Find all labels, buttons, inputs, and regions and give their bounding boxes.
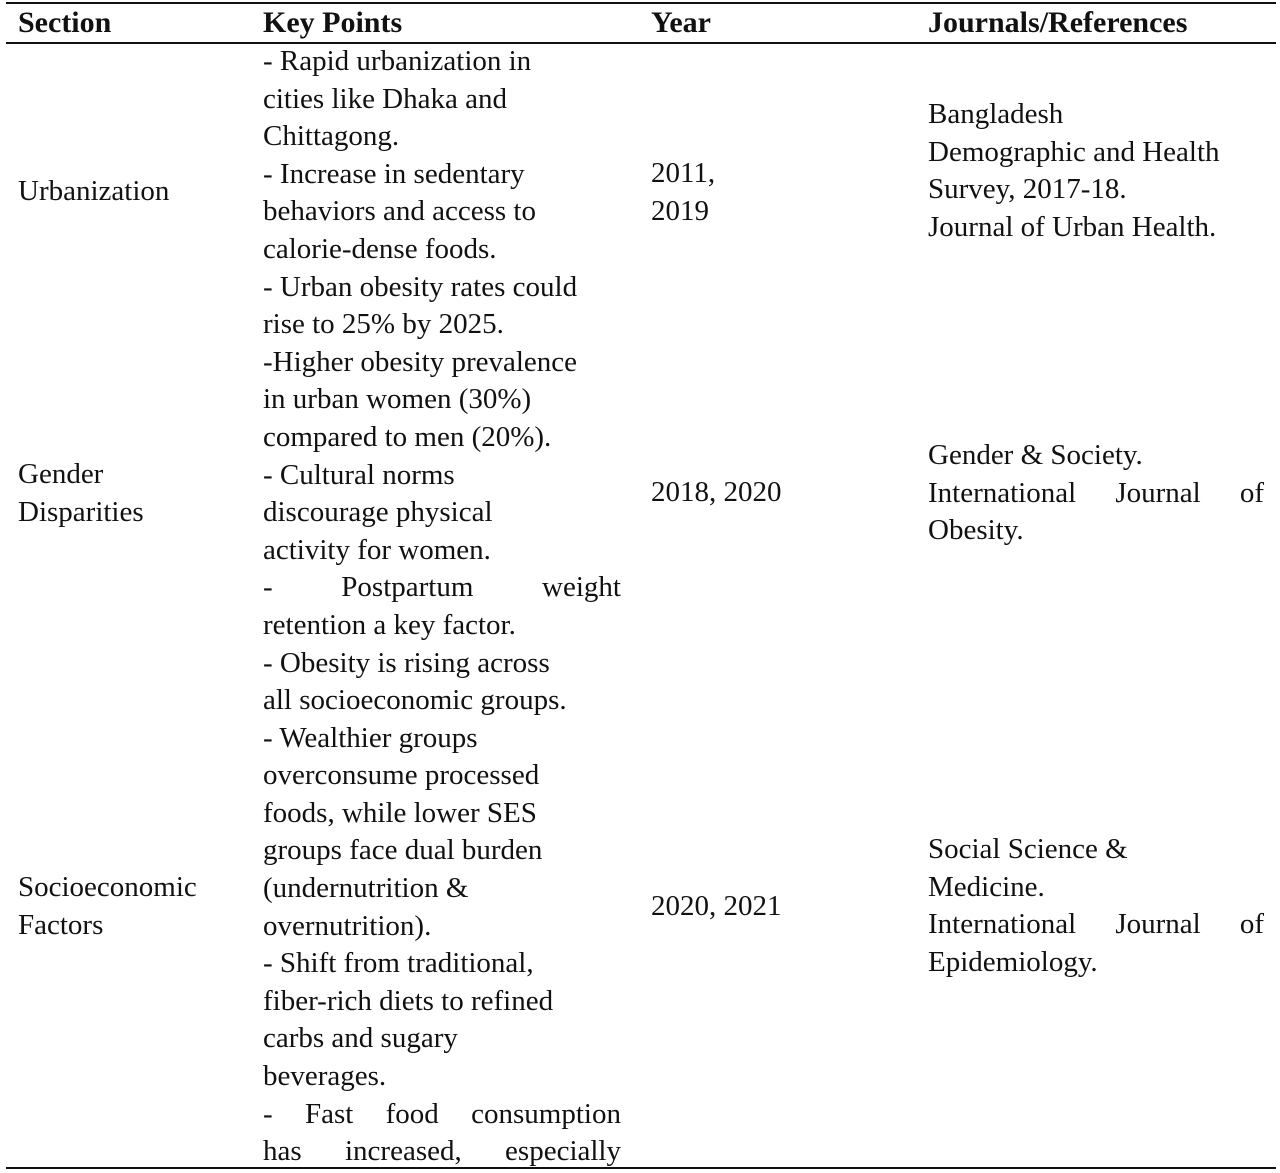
year-cell-gender-disparities xyxy=(651,474,911,512)
journal-reference-justified xyxy=(928,475,1264,513)
key-point-line: - Urban obesity rates could xyxy=(263,270,578,303)
key-point-line: groups face dual burden xyxy=(263,834,543,867)
key-point-line: overnutrition). xyxy=(263,909,432,942)
key-point-line: retention a key factor. xyxy=(263,608,516,641)
journal-cell-urbanization xyxy=(928,96,1264,246)
key-point-line: foods, while lower SES xyxy=(263,796,537,829)
year-cell-urbanization xyxy=(651,155,911,230)
year-cell-socioeconomic-factors xyxy=(651,888,911,926)
key-points-column xyxy=(263,43,621,1171)
year-value: 2011, xyxy=(651,157,716,189)
section-label: Urbanization xyxy=(18,175,170,207)
journal-reference: Bangladesh xyxy=(928,98,1064,130)
justified-word: Fast xyxy=(304,1097,354,1130)
journal-reference: Gender & Society. xyxy=(928,439,1143,471)
journal-reference: Social Science & xyxy=(928,833,1128,865)
key-point-line: carbs and sugary xyxy=(263,1022,458,1055)
justified-word: Postpartum xyxy=(341,571,474,604)
key-point-line: compared to men (20%). xyxy=(263,420,552,453)
justified-word: International xyxy=(928,908,1077,941)
justified-word: has xyxy=(263,1135,302,1168)
justified-word: of xyxy=(1239,476,1264,509)
key-point-line: Chittagong. xyxy=(263,120,400,153)
justified-word: of xyxy=(1239,908,1264,941)
justified-word: consumption xyxy=(471,1097,621,1130)
table-bottom-rule xyxy=(6,1167,1276,1169)
key-point-justified-line xyxy=(263,569,621,607)
section-cell-urbanization xyxy=(18,173,253,211)
key-point-justified-line xyxy=(263,1096,621,1134)
section-cell-gender-disparities xyxy=(18,456,253,531)
year-value: 2019 xyxy=(651,194,709,227)
key-point-line: fiber-rich diets to refined xyxy=(263,984,554,1017)
key-point-line: - Wealthier groups xyxy=(263,721,478,754)
section-label: Socioeconomic xyxy=(18,871,197,903)
justified-word: weight xyxy=(542,571,621,604)
header-section: Section xyxy=(18,6,112,39)
journal-reference: Obesity. xyxy=(928,514,1024,547)
section-cell-socioeconomic-factors xyxy=(18,869,253,944)
journal-reference: Journal of Urban Health. xyxy=(928,210,1217,243)
key-point-line: cities like Dhaka and xyxy=(263,82,507,115)
justified-word: Journal xyxy=(1115,908,1201,941)
key-point-line: rise to 25% by 2025. xyxy=(263,308,504,341)
justified-word: especially xyxy=(505,1135,621,1168)
header-journals-references: Journals/References xyxy=(928,6,1188,39)
journal-reference: Survey, 2017-18. xyxy=(928,173,1127,206)
key-point-line: discourage physical xyxy=(263,496,493,529)
table-header-rule xyxy=(6,42,1276,44)
justified-word: food xyxy=(385,1097,439,1130)
key-point-line: - Increase in sedentary xyxy=(263,157,525,190)
key-point-line: behaviors and access to xyxy=(263,195,536,228)
journal-reference-justified xyxy=(928,906,1264,944)
year-value: 2020, 2021 xyxy=(651,890,782,922)
key-point-line: - Obesity is rising across xyxy=(263,646,550,679)
key-point-line: (undernutrition & xyxy=(263,872,469,905)
year-value: 2018, 2020 xyxy=(651,476,782,508)
key-point-line: - Shift from traditional, xyxy=(263,947,534,980)
section-label: Factors xyxy=(18,908,104,941)
header-key-points: Key Points xyxy=(263,6,403,39)
key-point-justified-line xyxy=(263,1133,621,1171)
key-point-line: -Higher obesity prevalence xyxy=(263,345,578,378)
key-point-line: - Rapid urbanization in xyxy=(263,45,532,77)
key-point-line: overconsume processed xyxy=(263,759,540,792)
key-point-line: - Cultural norms xyxy=(263,458,455,491)
justified-word: - xyxy=(263,1097,273,1130)
justified-word: International xyxy=(928,476,1077,509)
journal-cell-socioeconomic-factors xyxy=(928,831,1264,981)
justified-word: Journal xyxy=(1115,476,1201,509)
journal-reference: Epidemiology. xyxy=(928,945,1098,978)
key-point-line: beverages. xyxy=(263,1060,387,1093)
journal-cell-gender-disparities xyxy=(928,437,1264,550)
key-point-line: all socioeconomic groups. xyxy=(263,684,567,717)
journal-reference: Medicine. xyxy=(928,870,1045,903)
journal-reference: Demographic and Health xyxy=(928,135,1220,168)
section-label: Disparities xyxy=(18,495,144,528)
key-point-line: calorie-dense foods. xyxy=(263,232,497,265)
key-point-line: in urban women (30%) xyxy=(263,383,532,416)
section-label: Gender xyxy=(18,458,104,490)
justified-word: - xyxy=(263,571,273,604)
key-point-line: activity for women. xyxy=(263,533,491,566)
header-year: Year xyxy=(651,6,711,39)
justified-word: increased, xyxy=(344,1135,462,1168)
